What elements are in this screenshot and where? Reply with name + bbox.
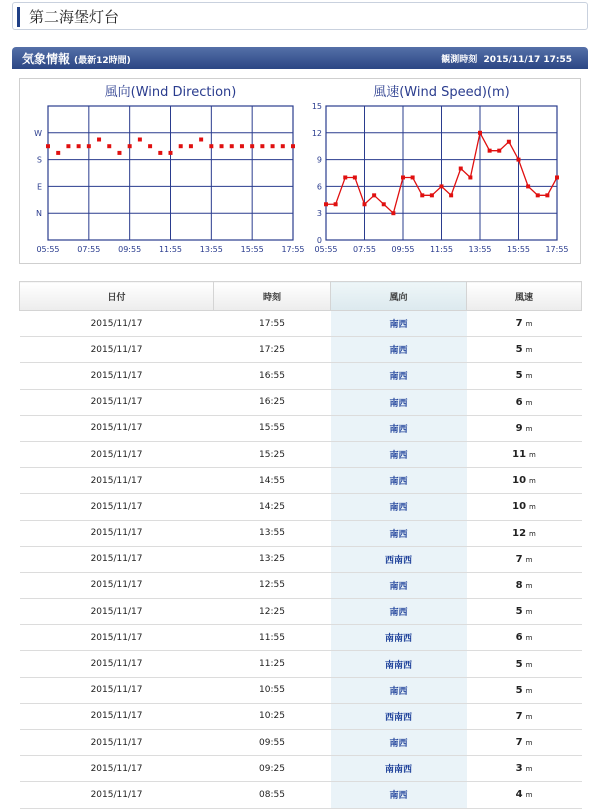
speed-point xyxy=(334,202,338,206)
cell-time: 11:25 xyxy=(214,651,331,677)
speed-unit: m xyxy=(529,451,536,460)
x-tick-label: 13:55 xyxy=(468,245,492,254)
cell-date: 2015/11/17 xyxy=(20,677,214,703)
title-accent-bar xyxy=(17,7,20,27)
direction-point xyxy=(87,144,91,148)
cell-time: 14:25 xyxy=(214,494,331,520)
speed-point xyxy=(420,193,424,197)
speed-unit: m xyxy=(525,712,533,721)
cell-speed xyxy=(467,703,582,729)
table-row xyxy=(20,415,582,441)
speed-unit: m xyxy=(529,503,536,512)
cell-direction: 南西 xyxy=(331,730,467,756)
cell-time: 10:25 xyxy=(214,703,331,729)
cell-time: 15:25 xyxy=(214,441,331,467)
cell-date: 2015/11/17 xyxy=(20,415,214,441)
cell-speed xyxy=(467,494,582,520)
cell-date: 2015/11/17 xyxy=(20,468,214,494)
charts-svg xyxy=(19,78,581,264)
table-row xyxy=(20,677,582,703)
speed-unit: m xyxy=(525,424,533,433)
speed-unit: m xyxy=(525,765,533,774)
y-tick-label: E xyxy=(36,182,42,192)
header-speed[interactable]: 風速 xyxy=(467,282,582,311)
x-tick-label: 11:55 xyxy=(158,245,183,254)
cell-speed xyxy=(467,572,582,598)
cell-speed xyxy=(467,756,582,782)
speed-point xyxy=(545,193,549,197)
speed-value: 5 xyxy=(515,684,523,696)
cell-time: 13:25 xyxy=(214,546,331,572)
observation-time xyxy=(441,52,572,65)
table-row xyxy=(20,337,582,363)
cell-time: 11:55 xyxy=(214,625,331,651)
direction-point xyxy=(230,144,234,148)
y-tick-label: 3 xyxy=(316,209,322,219)
speed-value: 7 xyxy=(515,553,523,565)
direction-point xyxy=(56,151,60,155)
direction-point xyxy=(169,151,173,155)
direction-point xyxy=(209,144,213,148)
cell-speed xyxy=(467,651,582,677)
x-tick-label: 09:55 xyxy=(118,245,142,254)
cell-time: 17:25 xyxy=(214,337,331,363)
cell-date: 2015/11/17 xyxy=(20,625,214,651)
direction-point xyxy=(117,151,121,155)
speed-point xyxy=(324,202,328,206)
direction-point xyxy=(189,144,193,148)
cell-speed xyxy=(467,468,582,494)
speed-unit: m xyxy=(525,581,533,590)
cell-direction: 南西 xyxy=(331,468,467,494)
cell-direction: 南西 xyxy=(331,441,467,467)
y-tick-label: S xyxy=(36,155,42,165)
cell-date: 2015/11/17 xyxy=(20,441,214,467)
x-tick-label: 05:55 xyxy=(314,245,338,254)
cell-date: 2015/11/17 xyxy=(20,389,214,415)
x-tick-label: 07:55 xyxy=(352,245,377,254)
cell-direction: 南西 xyxy=(331,494,467,520)
speed-value: 6 xyxy=(515,396,523,408)
x-tick-label: 17:55 xyxy=(545,245,569,254)
cell-direction: 南西 xyxy=(331,599,467,625)
speed-unit: m xyxy=(525,608,533,617)
page-title-bar xyxy=(12,2,588,30)
speed-unit: m xyxy=(525,634,533,643)
table-row xyxy=(20,756,582,782)
speed-unit: m xyxy=(525,398,533,407)
y-tick-label: 9 xyxy=(316,155,322,165)
speed-unit: m xyxy=(525,320,533,329)
direction-point xyxy=(271,144,275,148)
direction-point xyxy=(240,144,244,148)
cell-speed xyxy=(467,389,582,415)
cell-date: 2015/11/17 xyxy=(20,494,214,520)
y-tick-label: 0 xyxy=(316,236,322,245)
table-row xyxy=(20,311,582,337)
table-header-row xyxy=(20,282,582,311)
direction-point xyxy=(199,138,203,142)
table-row xyxy=(20,520,582,546)
cell-speed xyxy=(467,415,582,441)
table-row xyxy=(20,441,582,467)
speed-unit: m xyxy=(525,346,533,355)
speed-point xyxy=(449,193,453,197)
cell-date: 2015/11/17 xyxy=(20,520,214,546)
speed-point xyxy=(440,184,444,188)
x-tick-label: 05:55 xyxy=(36,245,60,254)
cell-time: 09:25 xyxy=(214,756,331,782)
cell-date: 2015/11/17 xyxy=(20,546,214,572)
cell-speed xyxy=(467,337,582,363)
cell-direction: 南西 xyxy=(331,677,467,703)
table-row xyxy=(20,389,582,415)
speed-unit: m xyxy=(525,791,533,800)
table-row xyxy=(20,572,582,598)
cell-date: 2015/11/17 xyxy=(20,363,214,389)
cell-speed xyxy=(467,782,582,808)
speed-value: 8 xyxy=(515,579,523,591)
direction-point xyxy=(281,144,285,148)
cell-date: 2015/11/17 xyxy=(20,703,214,729)
cell-time: 16:25 xyxy=(214,389,331,415)
speed-value: 5 xyxy=(515,658,523,670)
table-row xyxy=(20,363,582,389)
cell-date: 2015/11/17 xyxy=(20,730,214,756)
wind-table xyxy=(19,281,582,809)
cell-direction: 南南西 xyxy=(331,756,467,782)
cell-speed xyxy=(467,311,582,337)
cell-time: 08:55 xyxy=(214,782,331,808)
direction-point xyxy=(250,144,254,148)
y-tick-label: W xyxy=(34,128,42,138)
speed-point xyxy=(353,175,357,179)
cell-time: 16:55 xyxy=(214,363,331,389)
cell-speed xyxy=(467,520,582,546)
speed-value: 9 xyxy=(515,422,523,434)
y-tick-label: 6 xyxy=(316,182,322,192)
x-tick-label: 07:55 xyxy=(77,245,101,254)
y-tick-label: 12 xyxy=(311,128,322,138)
cell-date: 2015/11/17 xyxy=(20,337,214,363)
section-subtitle: (最新12時間) xyxy=(74,56,131,66)
table-row xyxy=(20,468,582,494)
speed-point xyxy=(488,149,492,153)
speed-unit: m xyxy=(529,477,536,486)
cell-date: 2015/11/17 xyxy=(20,572,214,598)
table-row xyxy=(20,625,582,651)
direction-point xyxy=(66,144,70,148)
speed-value: 6 xyxy=(515,632,523,644)
direction-point xyxy=(77,144,81,148)
direction-point xyxy=(107,144,111,148)
table-row xyxy=(20,599,582,625)
direction-point xyxy=(179,144,183,148)
cell-date: 2015/11/17 xyxy=(20,782,214,808)
table-body xyxy=(20,311,582,809)
y-tick-label: N xyxy=(36,209,42,219)
cell-time: 09:55 xyxy=(214,730,331,756)
speed-unit: m xyxy=(529,529,536,538)
speed-point xyxy=(526,184,530,188)
x-tick-label: 11:55 xyxy=(429,245,454,254)
cell-direction: 西南西 xyxy=(331,703,467,729)
cell-direction: 南南西 xyxy=(331,625,467,651)
chart-title: 風速(Wind Speed)(m) xyxy=(373,85,510,100)
speed-unit: m xyxy=(525,372,533,381)
cell-direction: 南西 xyxy=(331,337,467,363)
cell-direction: 南西 xyxy=(331,311,467,337)
speed-value: 7 xyxy=(515,737,523,749)
direction-point xyxy=(260,144,264,148)
speed-unit: m xyxy=(525,739,533,748)
speed-point xyxy=(478,131,482,135)
speed-unit: m xyxy=(525,555,533,564)
speed-value: 5 xyxy=(515,370,523,382)
table-row xyxy=(20,546,582,572)
speed-unit: m xyxy=(525,686,533,695)
cell-date: 2015/11/17 xyxy=(20,756,214,782)
direction-point xyxy=(148,144,152,148)
direction-point xyxy=(128,144,132,148)
cell-speed xyxy=(467,730,582,756)
speed-value: 12 xyxy=(512,527,527,539)
speed-point xyxy=(372,193,376,197)
chart-title: 風向(Wind Direction) xyxy=(104,85,237,100)
cell-time: 14:55 xyxy=(214,468,331,494)
cell-direction: 南西 xyxy=(331,782,467,808)
cell-direction: 南西 xyxy=(331,520,467,546)
cell-direction: 南西 xyxy=(331,572,467,598)
speed-unit: m xyxy=(525,660,533,669)
speed-point xyxy=(363,202,367,206)
direction-point xyxy=(46,144,50,148)
cell-time: 12:25 xyxy=(214,599,331,625)
speed-point xyxy=(382,202,386,206)
header-date[interactable]: 日付 xyxy=(20,282,214,311)
speed-point xyxy=(401,175,405,179)
speed-value: 3 xyxy=(515,763,523,775)
cell-speed xyxy=(467,441,582,467)
cell-speed xyxy=(467,599,582,625)
cell-time: 10:55 xyxy=(214,677,331,703)
cell-direction: 西南西 xyxy=(331,546,467,572)
speed-point xyxy=(536,193,540,197)
speed-value: 11 xyxy=(512,449,527,461)
cell-direction: 南南西 xyxy=(331,651,467,677)
page-title: 第二海堡灯台 xyxy=(29,8,120,26)
wind-table-wrap xyxy=(19,281,581,809)
table-row xyxy=(20,651,582,677)
direction-point xyxy=(138,138,142,142)
x-tick-label: 15:55 xyxy=(506,245,531,254)
table-row xyxy=(20,730,582,756)
speed-value: 10 xyxy=(512,501,527,513)
speed-point xyxy=(391,211,395,215)
cell-time: 13:55 xyxy=(214,520,331,546)
cell-date: 2015/11/17 xyxy=(20,311,214,337)
cell-time: 17:55 xyxy=(214,311,331,337)
header-direction[interactable]: 風向 xyxy=(331,282,467,311)
direction-point xyxy=(220,144,224,148)
x-tick-label: 13:55 xyxy=(199,245,223,254)
direction-point xyxy=(158,151,162,155)
x-tick-label: 17:55 xyxy=(281,245,305,254)
x-tick-label: 09:55 xyxy=(391,245,415,254)
cell-time: 15:55 xyxy=(214,415,331,441)
cell-speed xyxy=(467,363,582,389)
speed-point xyxy=(343,175,347,179)
speed-point xyxy=(468,175,472,179)
speed-point xyxy=(555,175,559,179)
header-time[interactable]: 時刻 xyxy=(214,282,331,311)
speed-value: 5 xyxy=(515,344,523,356)
speed-value: 7 xyxy=(515,710,523,722)
cell-speed xyxy=(467,625,582,651)
section-title xyxy=(22,50,131,67)
direction-point xyxy=(291,144,295,148)
speed-value: 10 xyxy=(512,475,527,487)
speed-point xyxy=(517,158,521,162)
cell-time: 12:55 xyxy=(214,572,331,598)
cell-speed xyxy=(467,677,582,703)
cell-date: 2015/11/17 xyxy=(20,599,214,625)
observation-value: 2015/11/17 17:55 xyxy=(483,55,572,65)
direction-point xyxy=(97,138,101,142)
speed-point xyxy=(430,193,434,197)
speed-value: 5 xyxy=(515,606,523,618)
speed-point xyxy=(411,175,415,179)
speed-point xyxy=(459,167,463,171)
y-tick-label: 15 xyxy=(311,102,322,111)
speed-point xyxy=(497,149,501,153)
weather-section-header xyxy=(12,47,588,69)
speed-value: 7 xyxy=(515,318,523,330)
cell-direction: 南西 xyxy=(331,415,467,441)
table-row xyxy=(20,703,582,729)
speed-point xyxy=(507,140,511,144)
table-row xyxy=(20,494,582,520)
cell-direction: 南西 xyxy=(331,389,467,415)
cell-direction: 南西 xyxy=(331,363,467,389)
observation-label: 観測時刻 xyxy=(441,55,478,65)
cell-date: 2015/11/17 xyxy=(20,651,214,677)
section-title-text: 気象情報 xyxy=(22,52,71,66)
x-tick-label: 15:55 xyxy=(240,245,264,254)
speed-value: 4 xyxy=(515,789,523,801)
cell-speed xyxy=(467,546,582,572)
table-row xyxy=(20,782,582,808)
